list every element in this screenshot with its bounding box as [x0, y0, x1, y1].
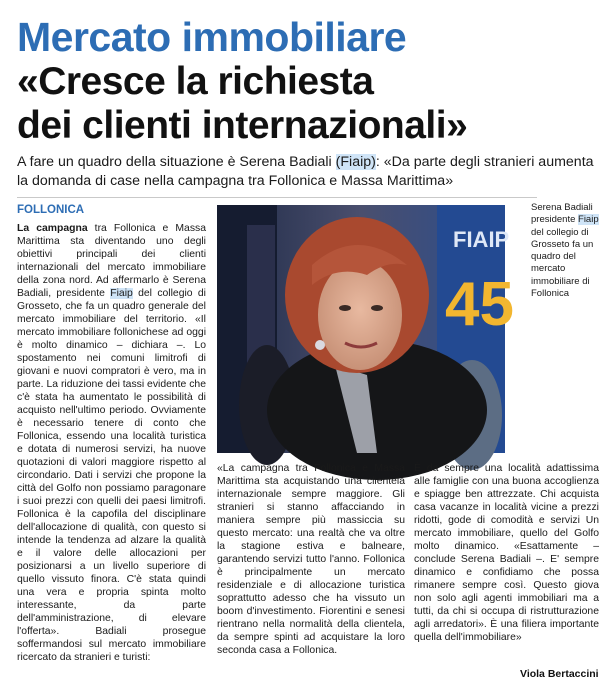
article-subhead — [17, 153, 607, 191]
headline-line-1: «Cresce la richiesta — [17, 60, 374, 103]
article-headline — [17, 60, 467, 148]
photo-caption — [531, 202, 603, 300]
caption-text-1: Serena Badiali presidente — [531, 202, 593, 226]
col1-text-part2: del collegio di Grosseto, che fa un quadro generale del mercato immobiliare del territorio. «Il mercato immobiliare follonichese ad oggi è molto dinamico – dichiara –. Lo spostamento nei comuni limitrofi di giovani e nuovi compratori è vero, ma in parte. La riduzione dei tassi evidente che c'è stata ha aumentato le possibilità di acquisto nell'ultimo periodo. Ovviamente è necessario tenere di conto che Follonica, essendo una località turistica e dotata di numerosi servizi, ha nuove quotazioni di valori maggiore rispetto al circondario. Dati i servizi che propone la città del Golfo non possiamo paragonare i suoi prezzi con quelli dei paesi limitrofi. Follonica è la capofila del disciplinare dell'allocazione di qualità, con questo si intende la tendenza ad alzare la qualità e il valore delle allocazioni per posizionarsi a un livello superiore di quello vissuto finora. C'è stata quindi una vera e propria spinta molto interessante, da parte dell'amministrazione, di elevare l'offerta». Badiali prosegue soffermandosi sul mercato immobiliare ricercato da stranieri e turisti: — [17, 288, 206, 663]
caption-fiaip-highlight: Fiaip — [578, 214, 599, 226]
subhead-text-2: : «Da parte degli stranieri aumenta la domanda di case nella campagna tra Follonica e Massa Marittima» — [17, 154, 594, 189]
portrait-photo — [217, 205, 514, 453]
subhead-text-1: A fare un quadro della situazione è Serena Badiali — [17, 154, 336, 170]
author-byline: Viola Bertaccini — [520, 668, 599, 680]
col1-fiaip-highlight: Fiaip — [110, 288, 133, 299]
portrait-illustration — [217, 205, 514, 453]
photo-sign-number: 45 — [445, 270, 514, 339]
body-column-1 — [17, 222, 206, 664]
lead-words: La campagna — [17, 223, 88, 234]
body-column-2: «La campagna tra Follonica e Massa Marittima sta acquistando una clientela internazionale sempre maggiore. Gli stranieri si stanno affacciando in maniera sempre più massiccia su questo mercato: una realtà che va oltre la stagione estiva e balneare, garantendo servizi tutto l'anno. Follonica è principalmente un mercato residenziale e di allocazione turistica soprattutto adesso che ha vissuto un boom d'investimento. Fiorentini e senesi rientrano nella normalità della clientela, da sempre spinti ad acquistare la loro seconda casa a Follonica. — [217, 463, 405, 656]
body-column-3: È da sempre una località adattissima alle famiglie con una buona accoglienza e spiagge ben attrezzate. Chi acquista casa vacanze in località vicine a prezzi ridotti, gode di comodità e servizi Un mercato immobiliare, quello del Golfo molto dinamico. «Esattamente – conclude Serena Badiali –. E' sempre dinamico e confidiamo che possa rimanere sempre così. Questo giova non solo agli agenti immobiliari ma a tutti, da chi si occupa di ristrutturazione agli arredatori». È una filiera importante quella dell'immobiliare» — [414, 463, 599, 643]
caption-text-2: del collegio di Grosseto fa un quadro del mercato immobiliare di Follonica — [531, 226, 594, 300]
article-kicker: Mercato immobiliare — [17, 14, 407, 60]
section-label: FOLLONICA — [17, 204, 85, 216]
headline-line-2: dei clienti internazionali» — [17, 104, 468, 147]
section-divider — [17, 197, 537, 198]
col1-text-part1: tra Follonica e Massa Marittima sta diventando uno degli obiettivi principali dei clienti internazionali del mercato immobiliare della zona nord. Ad affermarlo è Serena Badiali, presidente — [17, 223, 206, 299]
subhead-fiaip-highlight: (Fiaip) — [335, 154, 376, 170]
photo-sign-text: FIAIP — [453, 227, 510, 252]
